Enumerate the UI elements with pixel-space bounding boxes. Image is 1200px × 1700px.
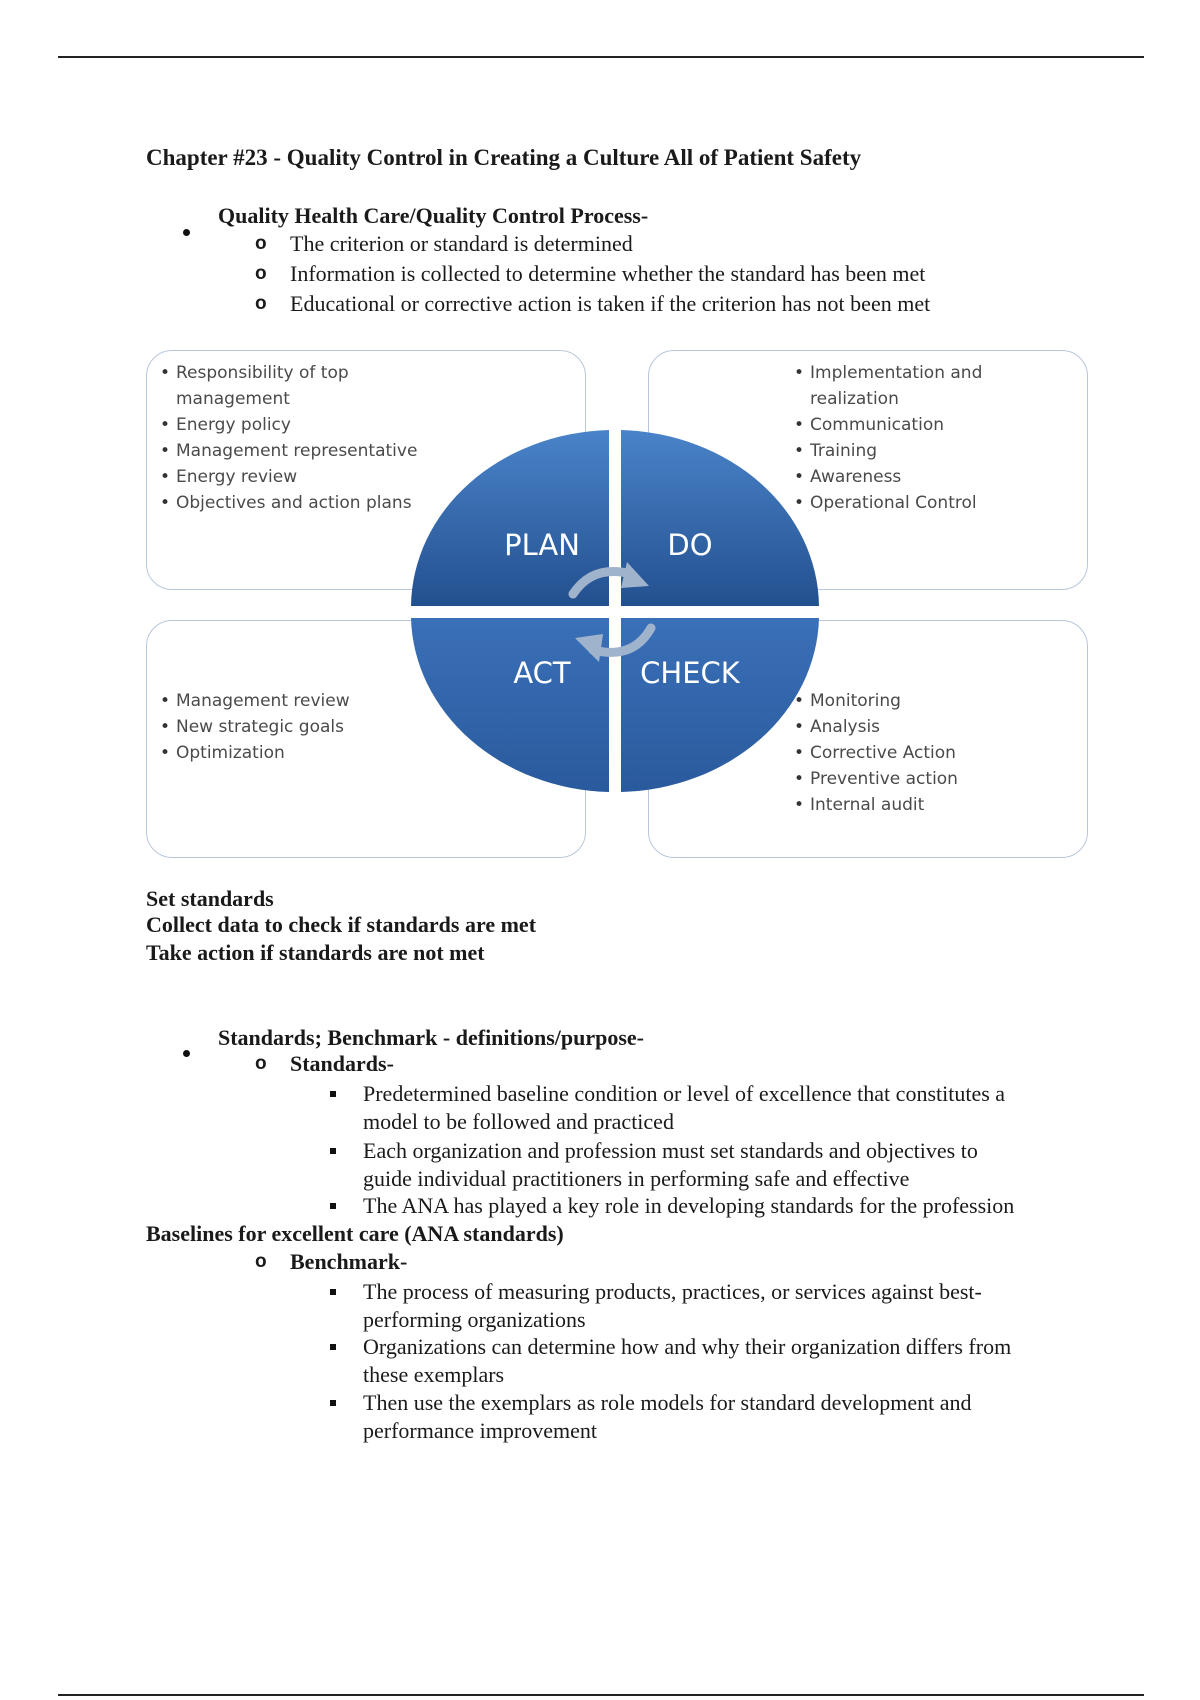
cycle-arrows-icon — [573, 562, 651, 662]
check-item: • Internal audit — [792, 792, 958, 818]
list-item: The criterion or standard is determined — [290, 231, 633, 256]
benchmark-heading: Benchmark- — [290, 1249, 408, 1274]
do-quadrant — [621, 430, 819, 606]
act-item: • Management review — [158, 688, 350, 714]
plan-label: PLAN — [504, 528, 580, 562]
plan-item: management — [176, 389, 290, 409]
act-list — [158, 688, 350, 766]
plan-item: • Objectives and action plans — [158, 490, 417, 516]
bullet-icon — [183, 1036, 190, 1064]
square-bullet-icon — [330, 1385, 336, 1413]
act-quadrant — [411, 618, 609, 792]
list-item: guide individual practitioners in performing safe and effective — [363, 1166, 910, 1191]
plan-quadrant — [411, 430, 609, 606]
plan-item: • Responsibility of top — [158, 360, 417, 386]
section2-heading: Standards; Benchmark - definitions/purpose- — [218, 1025, 645, 1050]
do-item: • Awareness — [792, 464, 982, 490]
list-item: Information is collected to determine whether the standard has been met — [290, 261, 926, 286]
list-item: Then use the exemplars as role models for standard development and — [363, 1390, 972, 1415]
do-item: • Operational Control — [792, 490, 982, 516]
sub-bullet-icon: o — [255, 233, 267, 254]
top-rule — [58, 56, 1144, 58]
list-item: performing organizations — [363, 1307, 586, 1332]
check-item: • Corrective Action — [792, 740, 958, 766]
bullet-icon — [183, 215, 190, 243]
plan-item: • Energy review — [158, 464, 417, 490]
list-item: these exemplars — [363, 1362, 505, 1387]
do-item: • Training — [792, 438, 982, 464]
list-item: The ANA has played a key role in developing standards for the profession — [363, 1193, 1015, 1218]
sub-bullet-icon: o — [255, 1053, 267, 1074]
square-bullet-icon — [330, 1274, 336, 1302]
square-bullet-icon — [330, 1076, 336, 1104]
do-label: DO — [667, 528, 713, 562]
bottom-rule — [58, 1694, 1144, 1696]
square-bullet-icon — [330, 1188, 336, 1216]
check-item: • Preventive action — [792, 766, 958, 792]
list-item: Educational or corrective action is taken if the criterion has not been met — [290, 291, 931, 316]
check-item: • Analysis — [792, 714, 958, 740]
sub-bullet-icon: o — [255, 293, 267, 314]
sub-bullet-icon: o — [255, 1251, 267, 1272]
do-item: • Implementation and — [792, 360, 982, 386]
plan-item: • Management representative — [158, 438, 417, 464]
list-item: Organizations can determine how and why their organization differs from — [363, 1334, 1012, 1359]
page-title: Chapter #23 - Quality Control in Creating a Culture All of Patient Safety — [146, 145, 862, 170]
act-item: • Optimization — [158, 740, 350, 766]
list-item: Predetermined baseline condition or level of excellence that constitutes a — [363, 1081, 1006, 1106]
check-label: CHECK — [640, 656, 740, 690]
act-label: ACT — [513, 656, 571, 690]
square-bullet-icon — [330, 1133, 336, 1161]
summary-line: Take action if standards are not met — [146, 940, 485, 965]
standards-heading: Standards- — [290, 1051, 394, 1076]
baselines-note: Baselines for excellent care (ANA standards) — [146, 1221, 564, 1246]
check-quadrant — [621, 618, 819, 792]
list-item: The process of measuring products, practices, or services against best- — [363, 1279, 982, 1304]
plan-item: • Energy policy — [158, 412, 417, 438]
act-item: • New strategic goals — [158, 714, 350, 740]
list-item: model to be followed and practiced — [363, 1109, 674, 1134]
plan-list — [158, 360, 417, 516]
list-item: Each organization and profession must set standards and objectives to — [363, 1138, 978, 1163]
do-item: • Communication — [792, 412, 982, 438]
pdca-circle — [405, 428, 825, 794]
summary-line: Set standards — [146, 886, 274, 911]
section1-heading: Quality Health Care/Quality Control Process- — [218, 203, 649, 228]
check-item: • Monitoring — [792, 688, 958, 714]
square-bullet-icon — [330, 1329, 336, 1357]
list-item: performance improvement — [363, 1418, 597, 1443]
summary-line: Collect data to check if standards are met — [146, 912, 537, 937]
sub-bullet-icon: o — [255, 263, 267, 284]
do-item: realization — [810, 389, 899, 409]
